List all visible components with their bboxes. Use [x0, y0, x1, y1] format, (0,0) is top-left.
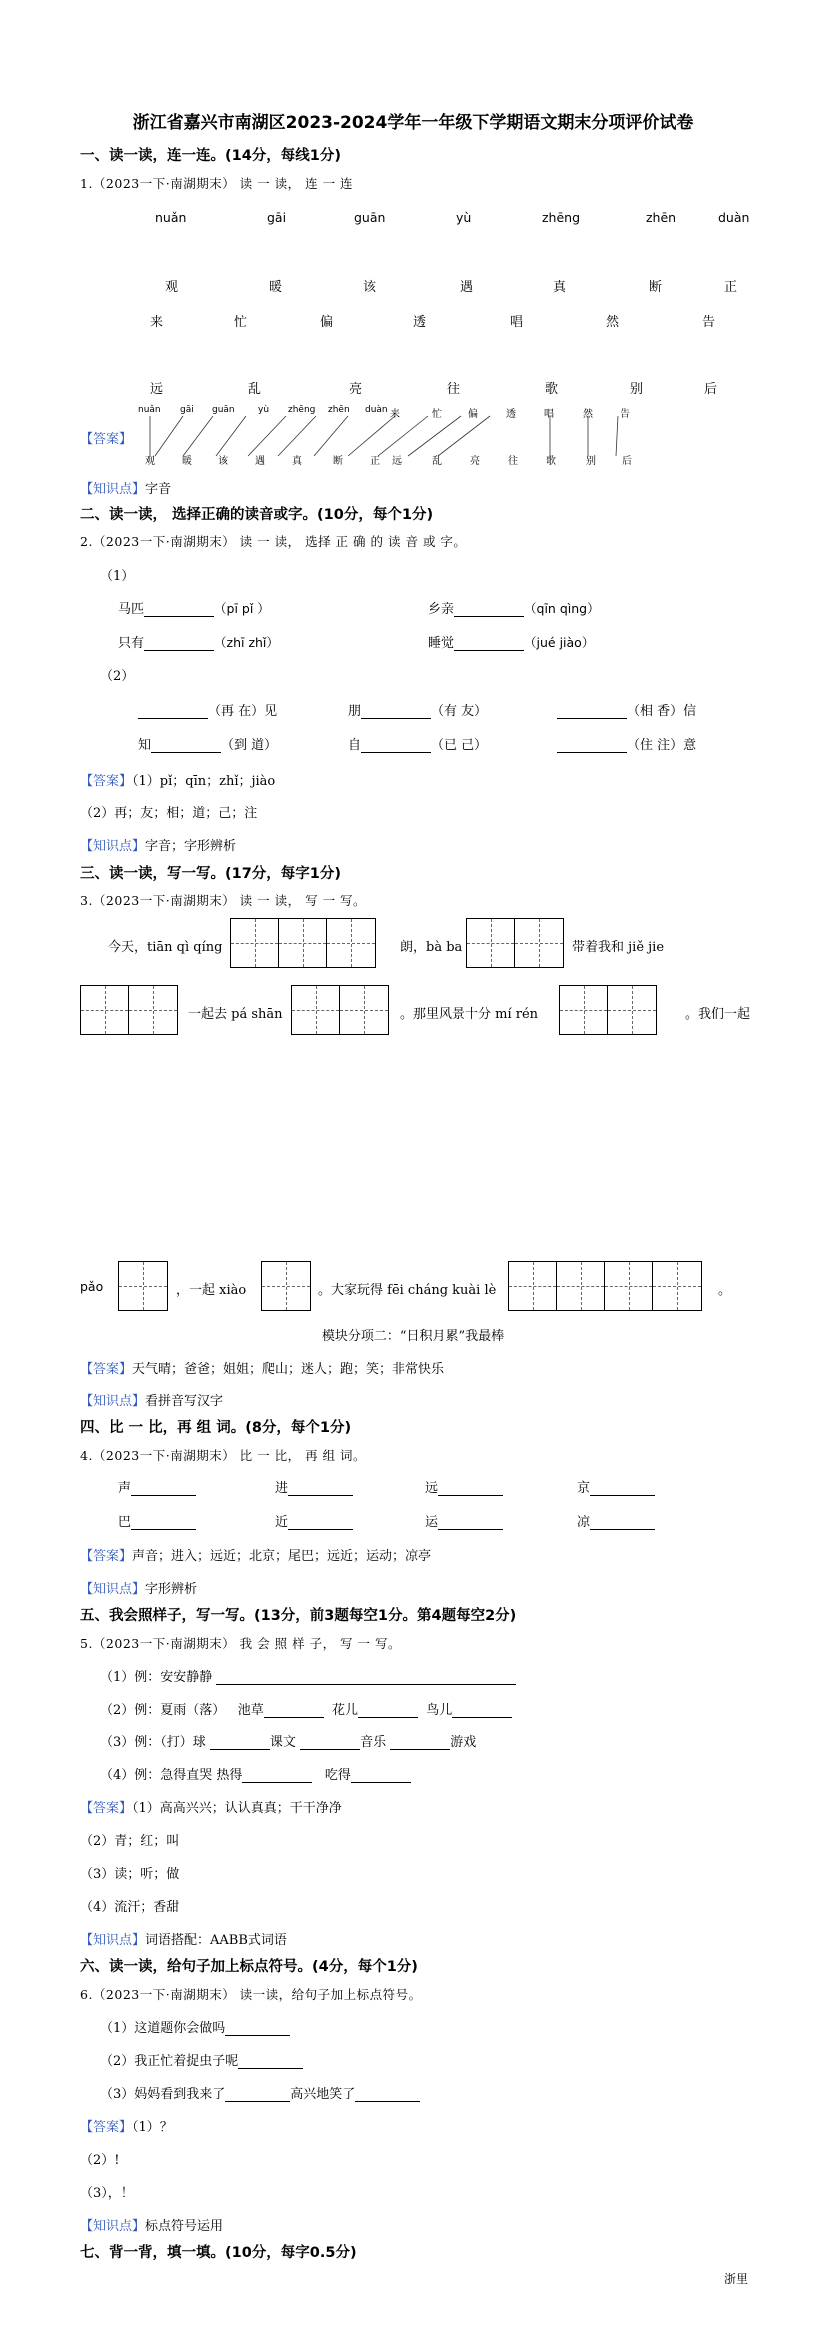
- pinyin-3: guān: [354, 210, 386, 225]
- compare-5: 巴: [118, 1511, 196, 1530]
- text-baba: 朗，bà ba: [400, 940, 463, 955]
- char-row3-6: 别: [630, 382, 644, 397]
- ans-py-5: zhēng: [288, 405, 316, 415]
- text-pao: pǎo: [80, 1279, 104, 1294]
- knowledge-point-6: 【知识点】标点符号运用: [80, 2219, 224, 2234]
- text-pashan: 一起去 pá shān: [188, 1007, 283, 1022]
- ans-bottom-14: 后: [622, 456, 632, 467]
- answer-4: 【答案】声音；进入；远近；北京；尾巴；远近；运动；凉亭: [80, 1549, 432, 1564]
- section-5-heading: 五、我会照样子，写一写。(13分，前3题每空1分。第4题每空2分): [80, 1608, 517, 1624]
- item-ziji: 自 （已 己）: [348, 738, 488, 753]
- q5-line1: （1）例：安安静静: [100, 1666, 516, 1685]
- writing-grid-pao[interactable]: [118, 1261, 168, 1311]
- writing-grid-feichangkuaile[interactable]: [508, 1261, 702, 1311]
- knowledge-point-1: [80, 478, 171, 497]
- text-xiao: ，一起 xiào: [176, 1283, 247, 1298]
- answer-5: 【答案】（1）高高兴兴；认认真真；干干净净: [80, 1801, 342, 1816]
- question-2: 2.（2023一下·南湖期末） 读 一 读， 选择 正 确 的 读 音 或 字。: [80, 534, 467, 549]
- ans-bottom-6: 断: [333, 456, 343, 467]
- ans-py-4: yù: [258, 405, 270, 415]
- answer-2: 【答案】（1）pǐ；qīn；zhǐ；jiào: [80, 774, 276, 789]
- text-end-period: 。: [718, 1283, 732, 1298]
- knowledge-point-4: 【知识点】字形辨析: [80, 1582, 198, 1597]
- ans-bottom-12: 歌: [546, 456, 556, 467]
- ans-top-4: 透: [506, 409, 516, 420]
- writing-grid-miren[interactable]: [559, 985, 657, 1035]
- ans-py-7: duàn: [365, 405, 388, 415]
- ans-top-3: 偏: [468, 409, 478, 420]
- char-row1-2: 暖: [269, 280, 283, 295]
- ans-bottom-5: 真: [292, 456, 302, 467]
- ans-top-1: 来: [390, 409, 400, 420]
- ans-py-6: zhēn: [328, 405, 350, 415]
- item-zhidao: 知 （到 道）: [138, 738, 278, 753]
- item-mapi: 马匹 （pī pǐ ）: [118, 601, 270, 617]
- q6-line3: （3）妈妈看到我来了 高兴地笑了: [100, 2083, 420, 2102]
- ans-bottom-4: 遇: [255, 456, 265, 467]
- q5-line2: （2）例：夏雨（落） 池草 花儿 鸟儿: [100, 1699, 512, 1718]
- ans-bottom-3: 该: [218, 456, 228, 467]
- compare-7: 运: [425, 1511, 503, 1530]
- pinyin-2: gāi: [267, 210, 287, 225]
- q5-line3: （3）例：（打）球 课文 音乐 游戏: [100, 1735, 477, 1750]
- writing-grid-xiao[interactable]: [261, 1261, 311, 1311]
- text-feichangkuaile: 。大家玩得 fēi cháng kuài lè: [318, 1283, 497, 1298]
- ans-py-1: nuǎn: [138, 405, 161, 415]
- pinyin-7: duàn: [718, 210, 750, 225]
- knowledge-point-2: 【知识点】字音；字形辨析: [80, 839, 237, 854]
- writing-grid-jiejie[interactable]: [80, 985, 178, 1035]
- pinyin-1: nuǎn: [155, 210, 187, 225]
- ans-bottom-7: 正: [370, 456, 380, 467]
- ans-bottom-1: 观: [145, 456, 155, 467]
- char-row3-1: 远: [150, 382, 164, 397]
- ans-bottom-2: 暖: [182, 456, 192, 467]
- ans-py-3: guān: [212, 405, 235, 415]
- item-zaijian: （再 在）见: [138, 700, 277, 719]
- section-3-heading: 三、读一读，写一写。(17分，每字1分): [80, 866, 342, 882]
- char-row1-3: 该: [363, 280, 377, 295]
- ans-bottom-13: 别: [586, 456, 596, 467]
- compare-4: 京: [577, 1477, 655, 1496]
- ans-top-6: 然: [583, 409, 593, 420]
- writing-grid-baba[interactable]: [466, 918, 564, 968]
- char-row2-5: 唱: [510, 315, 524, 330]
- pinyin-4: yù: [456, 210, 472, 225]
- knowledge-point-3: 【知识点】看拼音写汉字: [80, 1394, 224, 1409]
- answer-5-part2: （2）青；红；叫: [80, 1834, 180, 1849]
- ans-py-2: gāi: [180, 405, 194, 415]
- item-shuijiao: 睡觉 （jué jiào）: [428, 635, 595, 651]
- q5-line4: （4）例：急得直哭 热得 吃得: [100, 1764, 411, 1783]
- item-xiangqin: 乡亲 （qīn qìng）: [428, 601, 600, 617]
- section-4-heading: 四、比 一 比，再 组 词。(8分，每个1分): [80, 1420, 352, 1436]
- section-7-heading: 七、背一背，填一填。(10分，每字0.5分): [80, 2245, 357, 2261]
- kp-tag: 【知识点】: [80, 482, 146, 497]
- writing-grid-tianqiqing[interactable]: [230, 918, 376, 968]
- char-row3-4: 往: [447, 382, 461, 397]
- question-6: 6.（2023一下·南湖期末） 读一读，给句子加上标点符号。: [80, 1987, 422, 2002]
- kp-text: 字音: [145, 482, 172, 497]
- text-jiejie: 带着我和 jiě jie: [572, 940, 665, 955]
- ans-bottom-11: 往: [508, 456, 518, 467]
- pinyin-5: zhēng: [542, 210, 581, 225]
- char-row2-7: 告: [702, 315, 716, 330]
- q6-line1: （1）这道题你会做吗: [100, 2017, 290, 2036]
- compare-3: 远: [425, 1477, 503, 1496]
- compare-8: 凉: [577, 1511, 655, 1530]
- char-row1-6: 断: [649, 280, 663, 295]
- answer-3: 【答案】天气晴；爸爸；姐姐；爬山；迷人；跑；笑；非常快乐: [80, 1362, 445, 1377]
- module-title: 模块分项二：“日积月累”我最棒: [321, 1329, 505, 1344]
- question-3: 3.（2023一下·南湖期末） 读 一 读， 写 一 写。: [80, 893, 367, 908]
- char-row3-2: 乱: [248, 382, 262, 397]
- char-row2-2: 忙: [234, 315, 248, 330]
- item-pengyou: 朋 （有 友）: [348, 704, 488, 719]
- compare-1: 声: [118, 1477, 196, 1496]
- char-row1-1: 观: [165, 280, 179, 295]
- compare-6: 近: [275, 1511, 353, 1530]
- ans-top-7: 告: [620, 409, 630, 420]
- footer-text: 浙里: [724, 2272, 749, 2286]
- char-row2-3: 偏: [320, 315, 334, 330]
- answer-5-part3: （3）读；听；做: [80, 1867, 180, 1882]
- answer-tag: 【答案】: [80, 432, 133, 447]
- ans-top-5: 唱: [544, 409, 554, 420]
- section-1-heading: 一、读一读，连一连。(14分，每线1分): [80, 148, 342, 164]
- compare-2: 进: [275, 1477, 353, 1496]
- char-row2-4: 透: [413, 315, 427, 330]
- writing-grid-pashan[interactable]: [291, 985, 389, 1035]
- char-row1-7: 正: [724, 280, 738, 295]
- q6-line2: （2）我正忙着捉虫子呢: [100, 2050, 303, 2069]
- text-jintian: 今天，tiān qì qíng: [108, 940, 223, 955]
- answer-2-part2: （2）再；友；相；道；己；注: [80, 806, 258, 821]
- answer-6: 【答案】（1）？: [80, 2120, 173, 2135]
- section-6-heading: 六、读一读，给句子加上标点符号。(4分，每个1分): [80, 1959, 418, 1975]
- answer-5-part4: （4）流汗；香甜: [80, 1900, 180, 1915]
- answer-6-part3: （3），！: [80, 2186, 134, 2201]
- ans-bottom-8: 远: [392, 456, 402, 467]
- part-2-label: （2）: [100, 669, 135, 684]
- char-row2-6: 然: [606, 315, 620, 330]
- ans-bottom-9: 乱: [432, 456, 442, 467]
- question-1: 1.（2023一下·南湖期末） 读 一 读， 连 一 连: [80, 176, 354, 191]
- section-2-heading: 二、读一读， 选择正确的读音或字。(10分，每个1分): [80, 507, 434, 523]
- text-miren: 。那里风景十分 mí rén: [400, 1007, 539, 1022]
- text-womenyiqi: 。我们一起: [685, 1007, 751, 1022]
- item-zhuyi: （住 注）意: [557, 734, 696, 753]
- ans-bottom-10: 亮: [470, 456, 480, 467]
- char-row2-1: 来: [150, 315, 164, 330]
- char-row1-5: 真: [553, 280, 567, 295]
- question-4: 4.（2023一下·南湖期末） 比 一 比， 再 组 词。: [80, 1448, 367, 1463]
- item-zhiyou: 只有 （zhī zhǐ）: [118, 635, 279, 651]
- knowledge-point-5: 【知识点】词语搭配：AABB式词语: [80, 1933, 287, 1948]
- answer-6-part2: （2）!: [80, 2153, 120, 2168]
- char-row3-5: 歌: [545, 382, 559, 397]
- char-row1-4: 遇: [460, 280, 474, 295]
- question-5: 5.（2023一下·南湖期末） 我 会 照 样 子， 写 一 写。: [80, 1636, 401, 1651]
- pinyin-6: zhēn: [646, 210, 677, 225]
- part-1-label: （1）: [100, 569, 135, 584]
- ans-top-2: 忙: [432, 409, 442, 420]
- page-title: 浙江省嘉兴市南湖区2023-2024学年一年级下学期语文期末分项评价试卷: [132, 113, 694, 133]
- item-xiangxin: （相 香）信: [557, 700, 696, 719]
- char-row3-7: 后: [704, 382, 718, 397]
- char-row3-3: 亮: [349, 382, 363, 397]
